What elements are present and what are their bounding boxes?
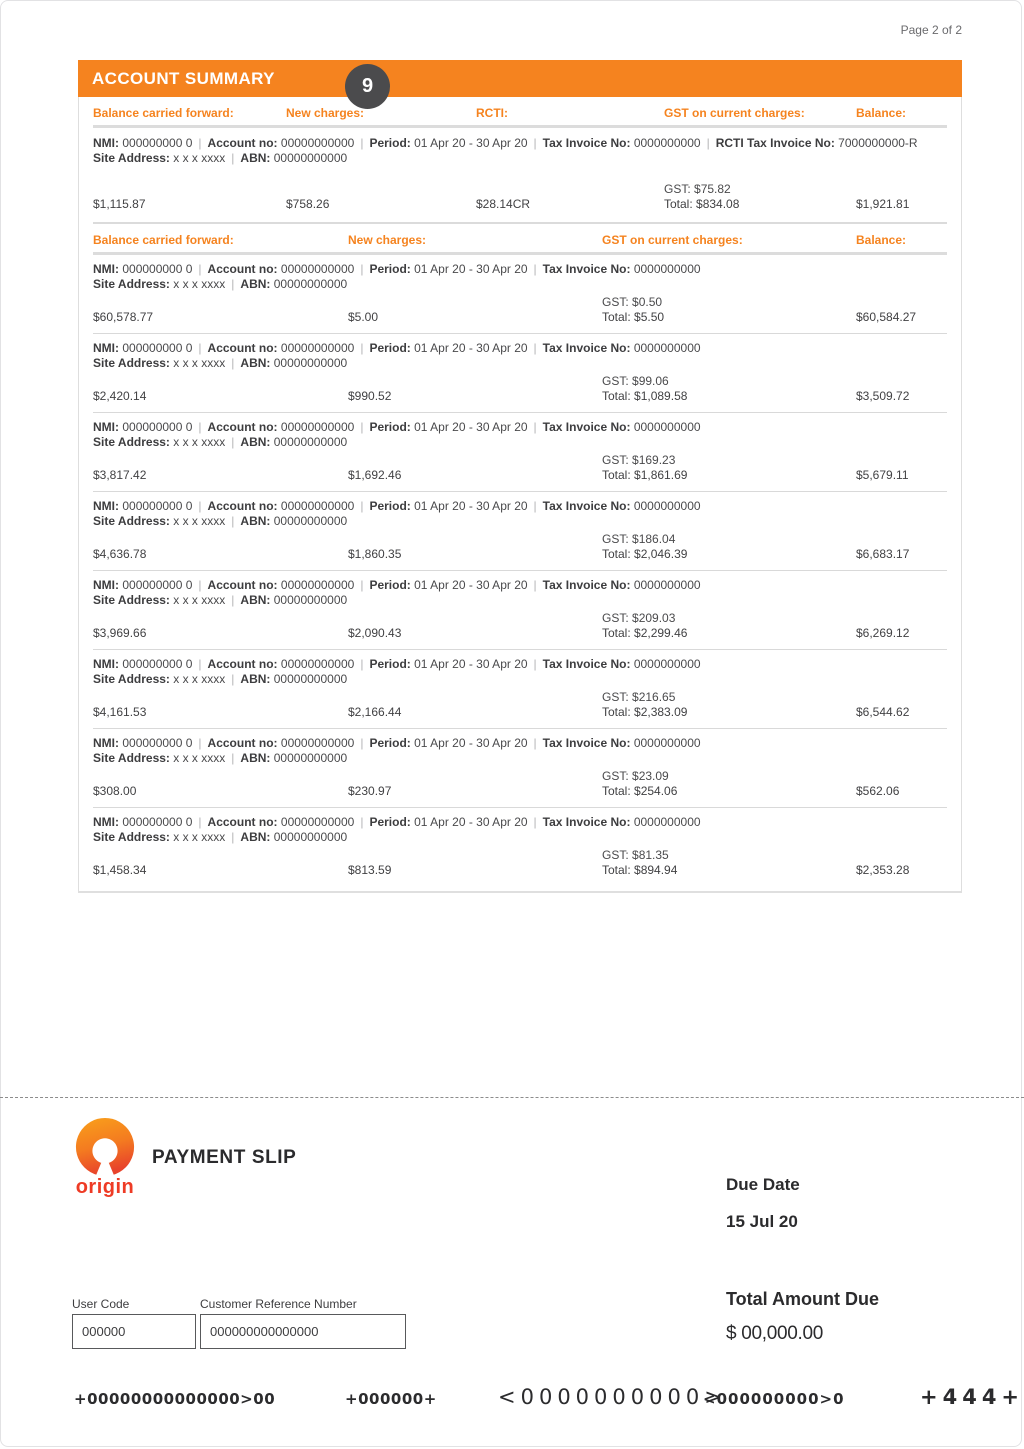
entry-amount-line: $60,578.77 $5.00 Total: $5.50 $60,584.27 [93, 310, 947, 325]
new-charges-amount: $2,166.44 [348, 705, 402, 719]
nmi-label: NMI: [93, 578, 119, 592]
page-number: Page 2 of 2 [900, 23, 962, 37]
entry-amount-line: $2,420.14 $990.52 Total: $1,089.58 $3,509.72 [93, 389, 947, 404]
period-label: Period: [369, 657, 411, 671]
tax-invoice-value: 0000000000 [633, 815, 701, 829]
entry-amount-line: $308.00 $230.97 Total: $254.06 $562.06 [93, 784, 947, 799]
account-entry [93, 729, 947, 808]
user-code-box [72, 1314, 196, 1349]
ocr-code-3: <0000000000> [498, 1385, 727, 1409]
site-address-label: Site Address: [93, 356, 170, 370]
nmi-value: 000000000 0 [122, 815, 193, 829]
total-amount: $1,861.69 [634, 468, 688, 482]
user-code-label: User Code [72, 1297, 130, 1311]
ocr-code-5: +444+ [920, 1385, 1024, 1409]
rcti-site-meta: Site Address: x x x xxxx | ABN: 00000000000 [93, 151, 348, 165]
col-balance-carried-forward: Balance carried forward: [93, 106, 234, 120]
period-label: Period: [369, 499, 411, 513]
period-value: 01 Apr 20 - 30 Apr 20 [414, 262, 528, 276]
gst-amount: $169.23 [632, 453, 676, 467]
total-amount: $2,383.09 [634, 705, 688, 719]
ocr-code-2: +000000+ [345, 1390, 437, 1408]
site-address-label: Site Address: [93, 593, 170, 607]
account-summary-section [78, 60, 962, 893]
balance-amount: $3,509.72 [856, 389, 910, 403]
tax-invoice-label: Tax Invoice No: [542, 341, 631, 355]
nmi-value: 000000000 0 [122, 420, 193, 434]
entry-site-meta: Site Address: x x x xxxx | ABN: 00000000000 [93, 435, 348, 449]
nmi-label: NMI: [93, 815, 119, 829]
customer-reference-label: Customer Reference Number [200, 1297, 357, 1311]
gst-amount: $23.09 [632, 769, 669, 783]
period-value: 01 Apr 20 - 30 Apr 20 [414, 420, 528, 434]
total-amount: $2,046.39 [634, 547, 688, 561]
balance-carried-forward-amount: $3,817.42 [93, 468, 147, 482]
nmi-value: 000000000 0 [122, 499, 193, 513]
account-no-label: Account no: [207, 815, 278, 829]
ocr-code-1: +00000000000000>00 [74, 1390, 276, 1408]
period-value: 01 Apr 20 - 30 Apr 20 [414, 657, 528, 671]
balance-amount: $60,584.27 [856, 310, 917, 324]
total-amount: $5.50 [634, 310, 665, 324]
balance-carried-forward-amount: $4,636.78 [93, 547, 147, 561]
tax-invoice-value: 0000000000 [633, 136, 701, 150]
entry-account-meta: NMI: 000000000 0 | Account no: 00000000000 | Period: 01 Apr 20 - 30 Apr 20 | Tax Invoice No: 0000000000 [93, 815, 701, 829]
rcti-amount-line: $1,115.87 $758.26 $28.14CR Total: $834.08 $1,921.81 [93, 197, 947, 212]
nmi-label: NMI: [93, 262, 119, 276]
entry-gst-line: GST: $186.04 [602, 532, 676, 546]
divider [93, 125, 947, 128]
col-rcti: RCTI: [476, 106, 508, 120]
tax-invoice-value: 0000000000 [633, 657, 701, 671]
tax-invoice-value: 0000000000 [633, 578, 701, 592]
entry-site-meta: Site Address: x x x xxxx | ABN: 00000000000 [93, 514, 348, 528]
tear-off-dashed-line [0, 1097, 1024, 1098]
entries-column-headers [93, 224, 947, 247]
account-summary-header [78, 60, 962, 97]
account-no-label: Account no: [207, 262, 278, 276]
balance-carried-forward-amount: $1,115.87 [93, 197, 146, 211]
tax-invoice-value: 0000000000 [633, 262, 701, 276]
site-address-label: Site Address: [93, 830, 170, 844]
period-label: Period: [369, 578, 411, 592]
balance-amount: $6,544.62 [856, 705, 910, 719]
entry-amount-line: $4,636.78 $1,860.35 Total: $2,046.39 $6,683.17 [93, 547, 947, 562]
account-no-value: 00000000000 [280, 341, 355, 355]
ocr-code-4: <000000000>0 [703, 1390, 845, 1408]
nmi-label: NMI: [93, 420, 119, 434]
balance-amount: $562.06 [856, 784, 900, 798]
account-no-value: 00000000000 [280, 736, 355, 750]
col-gst: GST on current charges: [602, 233, 743, 247]
balance-carried-forward-amount: $308.00 [93, 784, 137, 798]
nmi-label: NMI: [93, 136, 119, 150]
col-gst: GST on current charges: [664, 106, 805, 120]
new-charges-amount: $813.59 [348, 863, 392, 877]
col-new-charges: New charges: [286, 106, 365, 120]
abn-label: ABN: [240, 277, 271, 291]
period-value: 01 Apr 20 - 30 Apr 20 [414, 578, 528, 592]
account-entry [93, 413, 947, 492]
gst-amount: $81.35 [632, 848, 669, 862]
tax-invoice-value: 0000000000 [633, 420, 701, 434]
site-address-label: Site Address: [93, 435, 170, 449]
account-no-value: 00000000000 [280, 136, 355, 150]
period-value: 01 Apr 20 - 30 Apr 20 [414, 499, 528, 513]
period-value: 01 Apr 20 - 30 Apr 20 [414, 341, 528, 355]
new-charges-amount: $5.00 [348, 310, 379, 324]
nmi-label: NMI: [93, 736, 119, 750]
entry-gst-line: GST: $0.50 [602, 295, 663, 309]
nmi-value: 000000000 0 [122, 657, 193, 671]
entry-account-meta: NMI: 000000000 0 | Account no: 00000000000 | Period: 01 Apr 20 - 30 Apr 20 | Tax Invoice No: 0000000000 [93, 341, 701, 355]
nmi-value: 000000000 0 [122, 136, 193, 150]
entry-gst-line: GST: $81.35 [602, 848, 669, 862]
tax-invoice-value: 0000000000 [633, 499, 701, 513]
account-no-label: Account no: [207, 136, 278, 150]
tax-invoice-label: Tax Invoice No: [542, 262, 631, 276]
col-balance: Balance: [856, 233, 907, 247]
abn-value: 00000000000 [273, 593, 348, 607]
account-no-label: Account no: [207, 657, 278, 671]
tax-invoice-label: Tax Invoice No: [542, 657, 631, 671]
total-amount: $894.94 [634, 863, 678, 877]
entry-site-meta: Site Address: x x x xxxx | ABN: 00000000000 [93, 751, 348, 765]
balance-amount: $6,269.12 [856, 626, 910, 640]
balance-carried-forward-amount: $3,969.66 [93, 626, 147, 640]
entry-site-meta: Site Address: x x x xxxx | ABN: 00000000000 [93, 593, 348, 607]
period-label: Period: [369, 736, 411, 750]
total-amount-due-label: Total Amount Due [726, 1289, 879, 1309]
entry-account-meta: NMI: 000000000 0 | Account no: 00000000000 | Period: 01 Apr 20 - 30 Apr 20 | Tax Invoice No: 0000000000 [93, 578, 701, 592]
account-entry [93, 808, 947, 891]
entry-gst-line: GST: $99.06 [602, 374, 669, 388]
entry-site-meta: Site Address: x x x xxxx | ABN: 00000000000 [93, 830, 348, 844]
period-value: 01 Apr 20 - 30 Apr 20 [414, 736, 528, 750]
account-entry [93, 571, 947, 650]
abn-label: ABN: [240, 593, 271, 607]
account-no-label: Account no: [207, 420, 278, 434]
abn-value: 00000000000 [273, 751, 348, 765]
site-address-value: x x x xxxx [173, 356, 226, 370]
gst-amount: $0.50 [632, 295, 663, 309]
account-entry [93, 334, 947, 413]
entry-site-meta: Site Address: x x x xxxx | ABN: 00000000000 [93, 277, 348, 291]
rcti-gst-line: GST: $75.82 [664, 182, 731, 196]
entry-site-meta: Site Address: x x x xxxx | ABN: 00000000000 [93, 672, 348, 686]
origin-logo [70, 1116, 140, 1199]
balance-amount: $2,353.28 [856, 863, 910, 877]
site-address-label: Site Address: [93, 151, 170, 165]
account-no-label: Account no: [207, 499, 278, 513]
entry-account-meta: NMI: 000000000 0 | Account no: 00000000000 | Period: 01 Apr 20 - 30 Apr 20 | Tax Invoice No: 0000000000 [93, 736, 701, 750]
abn-value: 00000000000 [273, 830, 348, 844]
site-address-label: Site Address: [93, 514, 170, 528]
entry-amount-line: $3,817.42 $1,692.46 Total: $1,861.69 $5,679.11 [93, 468, 947, 483]
site-address-label: Site Address: [93, 277, 170, 291]
rcti-column-headers [93, 97, 947, 120]
new-charges-amount: $1,692.46 [348, 468, 402, 482]
balance-carried-forward-amount: $2,420.14 [93, 389, 147, 403]
site-address-value: x x x xxxx [173, 830, 226, 844]
new-charges-amount: $2,090.43 [348, 626, 402, 640]
nmi-value: 000000000 0 [122, 341, 193, 355]
customer-reference-box [200, 1314, 406, 1349]
abn-label: ABN: [240, 435, 271, 449]
balance-carried-forward-amount: $60,578.77 [93, 310, 154, 324]
period-label: Period: [369, 815, 411, 829]
site-address-value: x x x xxxx [173, 435, 226, 449]
account-no-value: 00000000000 [280, 578, 355, 592]
step-badge: 9 [345, 64, 390, 109]
abn-value: 00000000000 [273, 435, 348, 449]
new-charges-amount: $990.52 [348, 389, 392, 403]
new-charges-amount: $230.97 [348, 784, 392, 798]
period-label: Period: [369, 136, 411, 150]
abn-label: ABN: [240, 830, 271, 844]
account-no-value: 00000000000 [280, 262, 355, 276]
account-entries-list [93, 255, 947, 891]
period-value: 01 Apr 20 - 30 Apr 20 [414, 136, 528, 150]
tax-invoice-label: Tax Invoice No: [542, 815, 631, 829]
abn-label: ABN: [240, 672, 271, 686]
account-no-label: Account no: [207, 578, 278, 592]
balance-amount: $6,683.17 [856, 547, 910, 561]
gst-amount: $99.06 [632, 374, 669, 388]
account-entry [93, 255, 947, 334]
col-balance: Balance: [856, 106, 907, 120]
nmi-label: NMI: [93, 657, 119, 671]
origin-logo-icon [74, 1116, 136, 1178]
account-summary-title: ACCOUNT SUMMARY [92, 68, 275, 88]
nmi-label: NMI: [93, 499, 119, 513]
site-address-value: x x x xxxx [173, 672, 226, 686]
gst-amount: $186.04 [632, 532, 676, 546]
account-entry [93, 492, 947, 571]
tax-invoice-label: Tax Invoice No: [542, 736, 631, 750]
account-no-label: Account no: [207, 341, 278, 355]
rcti-summary-block [93, 97, 947, 224]
nmi-value: 000000000 0 [122, 736, 193, 750]
nmi-label: NMI: [93, 341, 119, 355]
account-no-value: 00000000000 [280, 420, 355, 434]
period-label: Period: [369, 420, 411, 434]
abn-value: 00000000000 [273, 514, 348, 528]
nmi-value: 000000000 0 [122, 578, 193, 592]
tax-invoice-label: Tax Invoice No: [542, 499, 631, 513]
entry-account-meta: NMI: 000000000 0 | Account no: 00000000000 | Period: 01 Apr 20 - 30 Apr 20 | Tax Invoice No: 0000000000 [93, 420, 701, 434]
abn-value: 00000000000 [273, 356, 348, 370]
col-new-charges: New charges: [348, 233, 427, 247]
entry-amount-line: $3,969.66 $2,090.43 Total: $2,299.46 $6,269.12 [93, 626, 947, 641]
entry-gst-line: GST: $23.09 [602, 769, 669, 783]
period-value: 01 Apr 20 - 30 Apr 20 [414, 815, 528, 829]
new-charges-amount: $1,860.35 [348, 547, 402, 561]
rcti-amount: $28.14CR [476, 197, 531, 211]
tax-invoice-label: Tax Invoice No: [542, 136, 631, 150]
entry-account-meta: NMI: 000000000 0 | Account no: 00000000000 | Period: 01 Apr 20 - 30 Apr 20 | Tax Invoice No: 0000000000 [93, 262, 701, 276]
total-amount: $1,089.58 [634, 389, 688, 403]
site-address-value: x x x xxxx [173, 151, 226, 165]
account-summary-body [78, 97, 962, 893]
nmi-value: 000000000 0 [122, 262, 193, 276]
tax-invoice-value: 0000000000 [633, 341, 701, 355]
gst-amount: $216.65 [632, 690, 676, 704]
account-no-value: 00000000000 [280, 815, 355, 829]
payment-slip-title: PAYMENT SLIP [152, 1147, 297, 1168]
rcti-account-meta: NMI: 000000000 0 | Account no: 00000000000 | Period: 01 Apr 20 - 30 Apr 20 | Tax Invoice No: 0000000000 | RCTI Tax Invoice No: 7000000000-R [93, 136, 918, 150]
total-amount: $254.06 [634, 784, 678, 798]
user-code-value: 000000 [82, 1324, 126, 1339]
period-label: Period: [369, 341, 411, 355]
entry-amount-line: $1,458.34 $813.59 Total: $894.94 $2,353.28 [93, 863, 947, 878]
col-balance-carried-forward: Balance carried forward: [93, 233, 234, 247]
origin-wordmark: origin [75, 1176, 135, 1198]
due-date-label: Due Date [726, 1175, 800, 1194]
site-address-value: x x x xxxx [173, 514, 226, 528]
account-no-value: 00000000000 [280, 657, 355, 671]
account-entry [93, 650, 947, 729]
abn-label: ABN: [240, 751, 271, 765]
entry-account-meta: NMI: 000000000 0 | Account no: 00000000000 | Period: 01 Apr 20 - 30 Apr 20 | Tax Invoice No: 0000000000 [93, 499, 701, 513]
balance-carried-forward-amount: $1,458.34 [93, 863, 147, 877]
balance-amount: $1,921.81 [856, 197, 910, 211]
site-address-value: x x x xxxx [173, 751, 226, 765]
abn-label: ABN: [240, 514, 271, 528]
rcti-tax-invoice-value: 7000000000-R [838, 136, 918, 150]
new-charges-amount: $758.26 [286, 197, 330, 211]
gst-amount: $209.03 [632, 611, 676, 625]
entry-account-meta: NMI: 000000000 0 | Account no: 00000000000 | Period: 01 Apr 20 - 30 Apr 20 | Tax Invoice No: 0000000000 [93, 657, 701, 671]
entry-gst-line: GST: $169.23 [602, 453, 676, 467]
tax-invoice-label: Tax Invoice No: [542, 420, 631, 434]
customer-reference-value: 000000000000000 [210, 1324, 319, 1339]
rcti-tax-invoice-label: RCTI Tax Invoice No: [715, 136, 835, 150]
account-no-label: Account no: [207, 736, 278, 750]
entry-gst-line: GST: $209.03 [602, 611, 676, 625]
period-label: Period: [369, 262, 411, 276]
site-address-label: Site Address: [93, 672, 170, 686]
entry-amount-line: $4,161.53 $2,166.44 Total: $2,383.09 $6,544.62 [93, 705, 947, 720]
abn-label: ABN: [240, 356, 271, 370]
tax-invoice-label: Tax Invoice No: [542, 578, 631, 592]
abn-value: 00000000000 [273, 277, 348, 291]
entry-gst-line: GST: $216.65 [602, 690, 676, 704]
total-amount: $834.08 [696, 197, 740, 211]
total-amount-due-value: $ 00,000.00 [726, 1323, 824, 1344]
site-address-value: x x x xxxx [173, 593, 226, 607]
entry-site-meta: Site Address: x x x xxxx | ABN: 00000000000 [93, 356, 348, 370]
site-address-value: x x x xxxx [173, 277, 226, 291]
total-amount: $2,299.46 [634, 626, 688, 640]
due-date-value: 15 Jul 20 [726, 1212, 798, 1231]
gst-amount: $75.82 [694, 182, 731, 196]
abn-label: ABN: [240, 151, 271, 165]
site-address-label: Site Address: [93, 751, 170, 765]
account-no-value: 00000000000 [280, 499, 355, 513]
tax-invoice-value: 0000000000 [633, 736, 701, 750]
abn-value: 00000000000 [273, 151, 348, 165]
balance-amount: $5,679.11 [856, 468, 909, 482]
balance-carried-forward-amount: $4,161.53 [93, 705, 147, 719]
abn-value: 00000000000 [273, 672, 348, 686]
